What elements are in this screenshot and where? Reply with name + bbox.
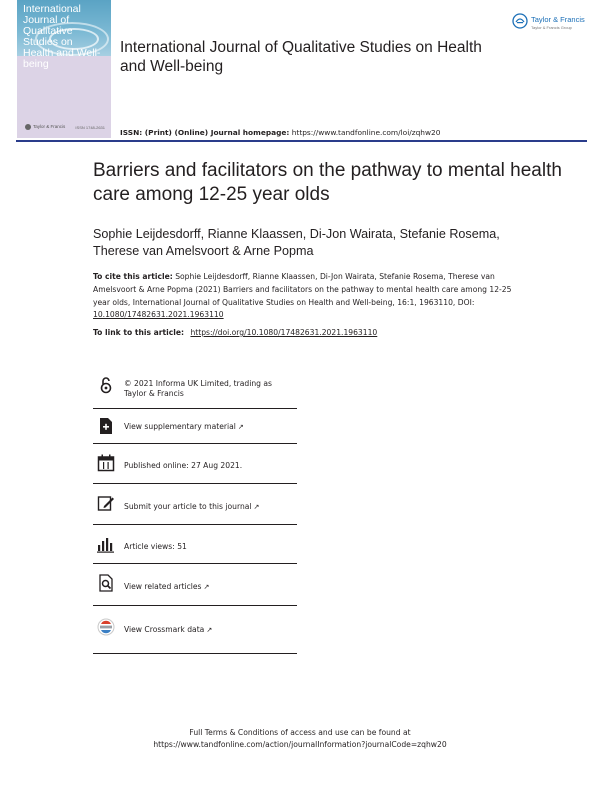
cover-code: ISSN 1748-2631	[75, 125, 105, 130]
published-row	[93, 444, 297, 484]
cover-publisher-logo: Taylor & Francis	[25, 124, 65, 130]
article-views: Article views: 51	[124, 542, 187, 551]
terms-line: Full Terms & Conditions of access and use can be found at	[189, 728, 411, 737]
journal-homepage-link[interactable]: https://www.tandfonline.com/loi/zqhw20	[291, 128, 441, 137]
header-divider	[16, 140, 587, 142]
crossmark-icon	[97, 618, 115, 636]
article-link-line	[93, 328, 523, 337]
external-link-icon: ↗	[206, 626, 213, 634]
terms-url-link[interactable]: https://www.tandfonline.com/action/journalInformation?journalCode=zqhw20	[153, 740, 447, 749]
submit-article-link[interactable]: Submit your article to this journal ↗	[124, 502, 260, 511]
publisher-group: Taylor & Francis Group	[531, 25, 572, 30]
bar-chart-icon	[97, 535, 115, 553]
citation-block	[93, 271, 523, 322]
article-doi-url[interactable]: https://doi.org/10.1080/17482631.2021.1963110	[190, 328, 378, 337]
license-row	[93, 366, 297, 409]
submit-row[interactable]	[93, 484, 297, 525]
supplementary-document-icon	[97, 417, 115, 435]
publisher-name: Taylor & Francis	[531, 15, 585, 24]
journal-title: International Journal of Qualitative Studies on Health and Well-being	[120, 39, 482, 75]
terms-footer	[0, 727, 600, 751]
crossmark-link[interactable]: View Crossmark data ↗	[124, 625, 213, 634]
views-row	[93, 525, 297, 564]
related-articles-link[interactable]: View related articles ↗	[124, 582, 210, 591]
supplementary-link[interactable]: View supplementary material ↗	[124, 422, 244, 431]
supplementary-row[interactable]	[93, 409, 297, 444]
external-link-icon: ↗	[237, 423, 244, 431]
journal-cover[interactable]	[17, 0, 111, 138]
article-link-label: To link to this article:	[93, 328, 185, 337]
citation-text: Sophie Leijdesdorff, Rianne Klaassen, Di-Jon Wairata, Stefanie Rosema, Therese van Amelsvoort & Arne Popma (2021) Barriers and facilitators on the pathway to mental health care among 12-25 year olds, International Journal of Qualitative Studies on Health and Well-being, 16:1, 1963110, DOI:	[93, 272, 512, 307]
citation-label: To cite this article:	[93, 272, 173, 281]
external-link-icon: ↗	[253, 503, 260, 511]
article-title: Barriers and facilitators on the pathway to mental health care among 12-25 year olds	[93, 160, 562, 205]
calendar-icon	[97, 454, 115, 472]
cover-title: International Journal of Qualitative Studies on Health and Well-being	[23, 3, 101, 70]
publisher-logo[interactable]	[512, 13, 588, 37]
publisher-logo-icon	[512, 13, 528, 29]
related-search-icon	[97, 574, 115, 592]
crossmark-row[interactable]	[93, 606, 297, 654]
external-link-icon: ↗	[203, 583, 210, 591]
published-date: Published online: 27 Aug 2021.	[124, 461, 243, 470]
issn-line	[120, 128, 440, 137]
article-authors: Sophie Leijdesdorff, Rianne Klaassen, Di-Jon Wairata, Stefanie Rosema, Therese van Amelsvoort & Arne Popma	[93, 227, 500, 258]
edit-pencil-icon	[97, 494, 115, 512]
license-text: © 2021 Informa UK Limited, trading as Taylor & Francis	[124, 379, 273, 398]
issn-label: ISSN: (Print) (Online) Journal homepage:	[120, 128, 290, 137]
related-row[interactable]	[93, 564, 297, 606]
citation-doi-link[interactable]: 10.1080/17482631.2021.1963110	[93, 310, 224, 320]
open-access-icon	[97, 376, 115, 394]
